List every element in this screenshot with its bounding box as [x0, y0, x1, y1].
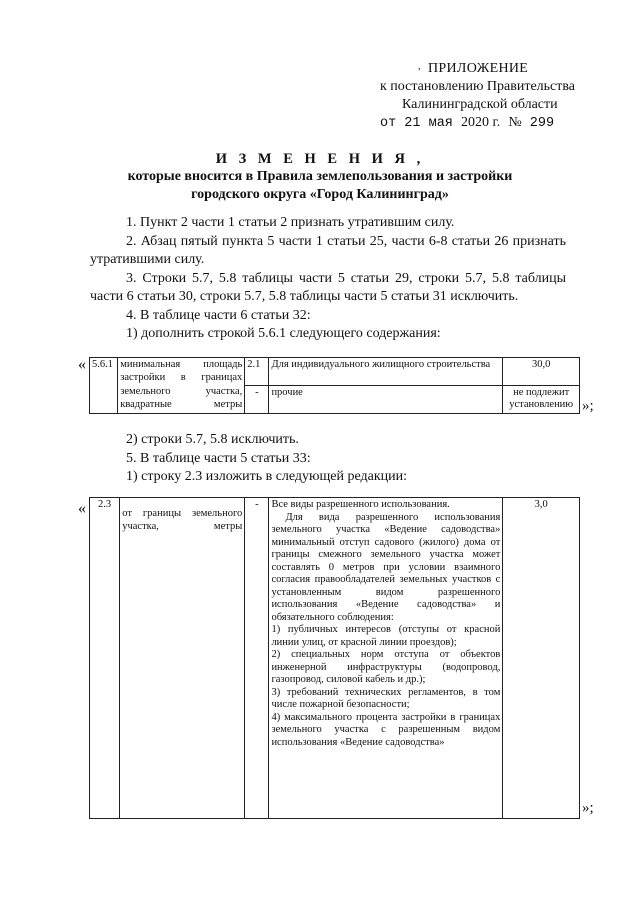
table1-value-1: 30,0 [503, 358, 580, 386]
table1-use-1: Для индивидуального жилищного строительства [269, 358, 503, 386]
appendix-number: 299 [529, 116, 555, 131]
table2-line-1: Все виды разрешенного использования. [271, 499, 450, 510]
paragraphs-block-1 [90, 214, 566, 344]
table1-value-2: не подлежит установлению [503, 385, 580, 413]
appendix-year: 2020 г. [461, 115, 501, 130]
paragraph-4-item-1: 1) дополнить строкой 5.6.1 следующего содержания: [126, 326, 441, 341]
paragraph-4: 4. В таблице части 6 статьи 32: [126, 307, 311, 323]
document-heading [60, 150, 580, 204]
table-row-2-3 [89, 497, 580, 819]
table2-line-4: 2) специальных норм отступа от объектов инженерной инфраструктуры (водопровод, газопровод, силовой кабель и др.); [271, 649, 501, 685]
table2-line-2: Для вида разрешенного использования земельного участка «Ведение садоводства» минимальный отступ садового (жилого) дома от границы смежного земельного участка может составлять 0 метров при условии взаимного согласия правообладателей земельных участков с установленным видом разрешенного использования «Ведение садоводства» и обязательного соблюдения: [271, 511, 501, 623]
paragraphs-block-2 [90, 431, 566, 487]
table2-open-quote: « [78, 500, 86, 517]
table2-param: от границы земельного участка, метры [120, 498, 245, 819]
heading-line-1: которые вносится в Правила землепользования и застройки [127, 169, 513, 184]
table2-code: - [245, 498, 269, 819]
heading-title: И З М Е Н Е Н И Я , [215, 151, 425, 167]
table2-number: 2.3 [90, 498, 120, 819]
paragraph-5-item-1: 1) строку 2.3 изложить в следующей редакции: [126, 469, 408, 484]
appendix-line-2: Калининградской области [402, 97, 558, 112]
table2-line-3: 1) публичных интересов (отступы от красной линии улиц, от красной линии проездов); [271, 624, 501, 648]
table1-code-1: 2.1 [245, 358, 269, 386]
table1-param-a: минимальная площадь застройки в границах [118, 358, 245, 386]
stamp-tick-mark: , [418, 60, 421, 72]
table-row-5-6-1 [89, 357, 580, 414]
paragraph-4-item-2: 2) строки 5.7, 5.8 исключить. [126, 432, 299, 447]
appendix-line-1: к постановлению Правительства [380, 79, 576, 94]
appendix-date-line [380, 114, 630, 133]
table1-number: 5.6.1 [90, 358, 118, 414]
table1-open-quote: « [78, 356, 86, 373]
paragraph-5: 5. В таблице части 5 статьи 33: [126, 450, 311, 466]
appendix-date: от 21 мая [380, 116, 453, 131]
table1-use-2: прочие [269, 385, 503, 413]
table2-close-quote: »; [582, 800, 594, 816]
paragraph-2: 2. Абзац пятый пункта 5 части 1 статьи 25, части 6-8 статьи 26 признать утратившими силу. [90, 233, 566, 267]
appendix-number-sign: № [508, 115, 522, 130]
appendix-title: ПРИЛОЖЕНИЕ [428, 61, 529, 76]
paragraph-1: 1. Пункт 2 части 1 статьи 2 признать утратившим силу. [126, 215, 455, 230]
table1-code-2: - [245, 385, 269, 413]
table2-use-text [269, 498, 503, 819]
table1-close-quote: »; [582, 398, 594, 414]
table2-line-5: 3) требований технических регламентов, в том числе пожарной безопасности; [271, 686, 501, 710]
paragraph-3: 3. Строки 5.7, 5.8 таблицы части 5 статьи 29, строки 5.7, 5.8 таблицы части 6 статьи 30, строки 5.7, 5.8 таблицы части 5 статьи 31 исключить. [90, 270, 566, 304]
table2-line-6: 4) максимального процента застройки в границах земельного участка с разрешенным видом использования «Ведение садоводства» [271, 711, 501, 748]
appendix-header [380, 60, 630, 133]
table1-param-b: земельного участка, квадратные метры [118, 385, 245, 413]
table2-value: 3,0 [503, 498, 580, 819]
heading-line-2: городского округа «Город Калининград» [191, 187, 449, 202]
